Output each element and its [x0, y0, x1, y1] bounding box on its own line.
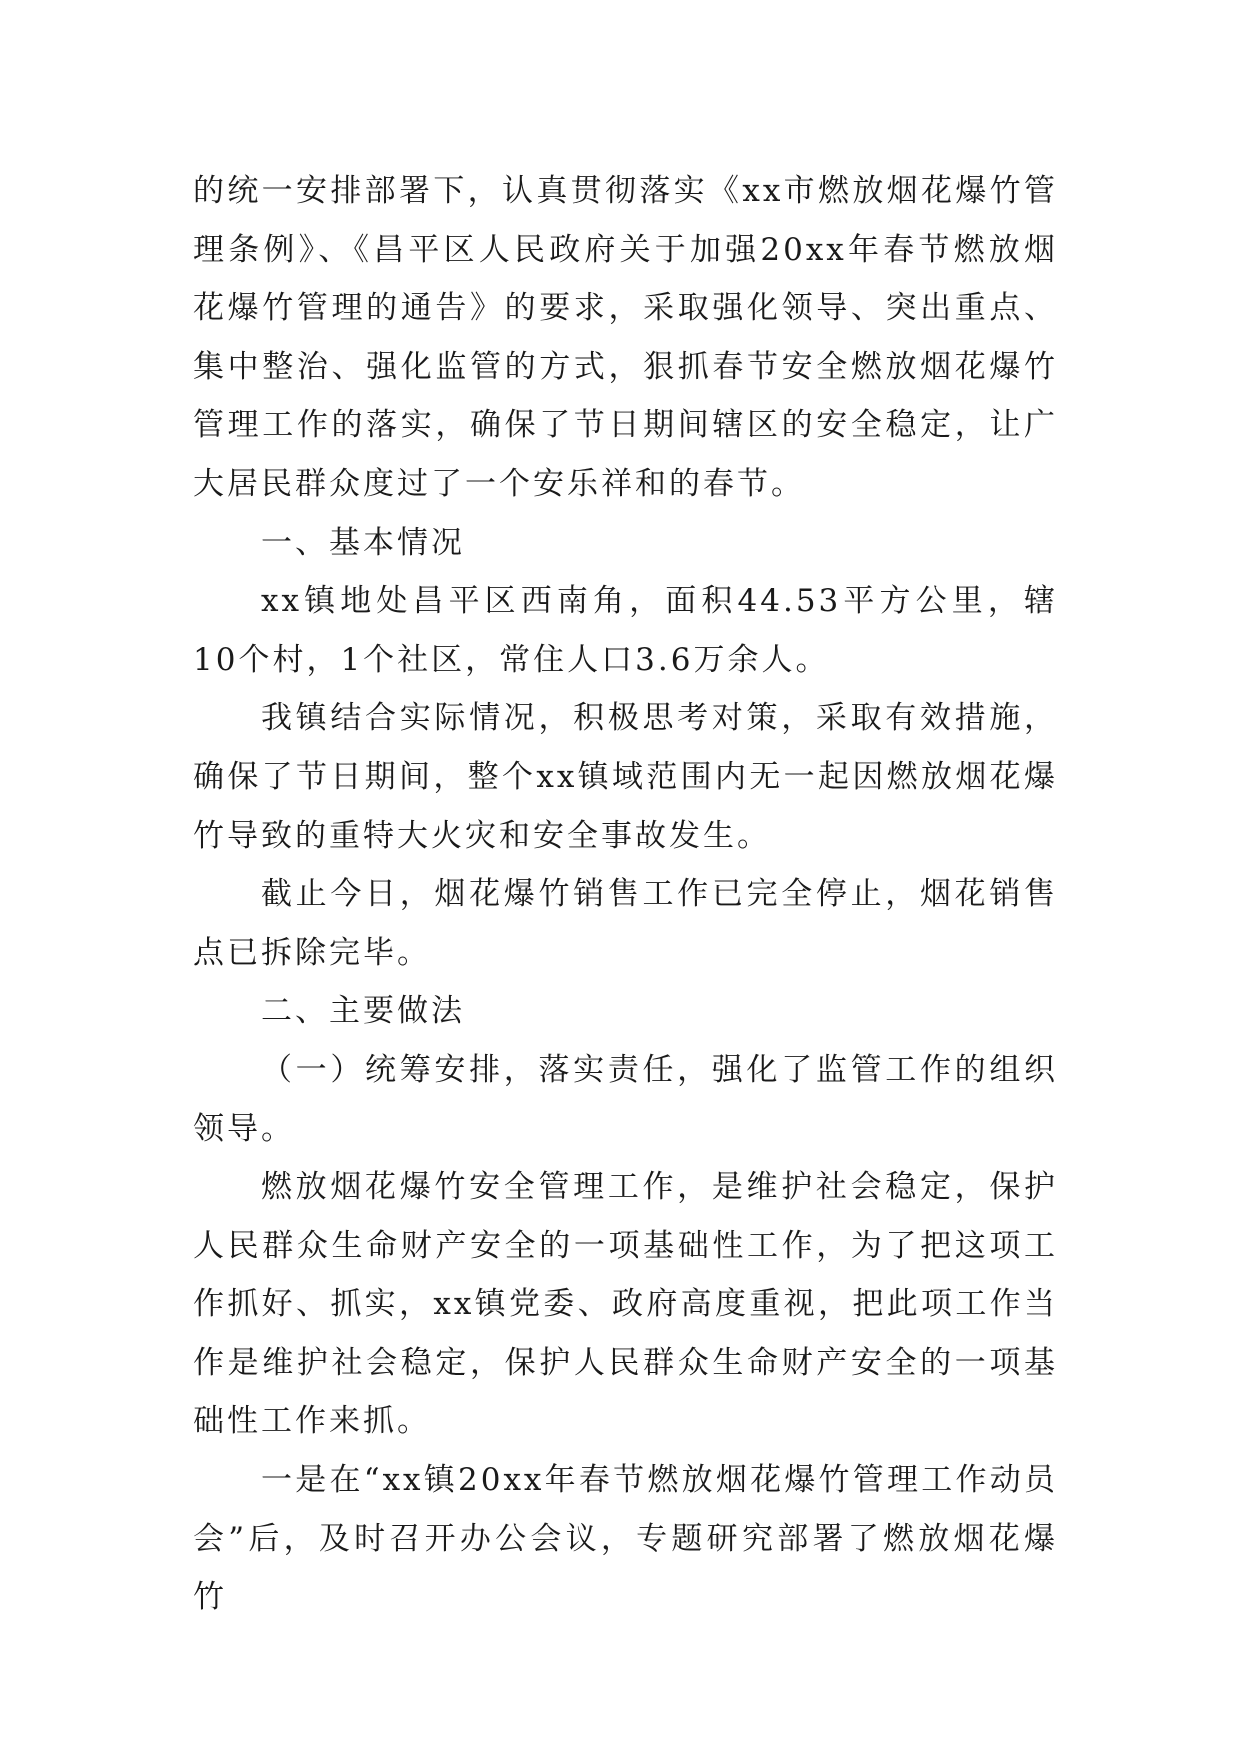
subsection-heading-coordination: （一）统筹安排，落实责任，强化了监管工作的组织领导。 — [193, 1051, 1058, 1147]
body-text — [193, 162, 1058, 1627]
paragraph-intro: 的统一安排部署下，认真贯彻落实《xx市燃放烟花爆竹管理条例》、《昌平区人民政府关于加强20xx年春节燃放烟花爆竹管理的通告》的要求，采取强化领导、突出重点、集中整治、强化监管的方式，狠抓春节安全燃放烟花爆竹管理工作的落实，确保了节日期间辖区的安全稳定，让广大居民群众度过了一个安乐祥和的春节。 — [193, 173, 1058, 502]
paragraph-safety-management: 燃放烟花爆竹安全管理工作，是维护社会稳定，保护人民群众生命财产安全的一项基础性工作，为了把这项工作抓好、抓实，xx镇党委、政府高度重视，把此项工作当作是维护社会稳定，保护人民群众生命财产安全的一项基础性工作来抓。 — [193, 1169, 1058, 1440]
paragraph-sales-stopped: 截止今日，烟花爆竹销售工作已完全停止，烟花销售点已拆除完毕。 — [193, 876, 1058, 971]
paragraph-town-overview: xx镇地处昌平区西南角，面积44.53平方公里，辖10个村，1个社区，常住人口3.6万余人。 — [193, 583, 1058, 678]
paragraph-measures-result: 我镇结合实际情况，积极思考对策，采取有效措施，确保了节日期间，整个xx镇域范围内无一起因燃放烟花爆竹导致的重特大火灾和安全事故发生。 — [193, 700, 1058, 854]
section-heading-basic-situation: 一、基本情况 — [261, 524, 465, 561]
paragraph-mobilization-meeting: 一是在“xx镇20xx年春节燃放烟花爆竹管理工作动员会”后，及时召开办公会议，专题研究部署了燃放烟花爆竹 — [193, 1462, 1058, 1616]
section-heading-main-practices: 二、主要做法 — [261, 993, 465, 1030]
